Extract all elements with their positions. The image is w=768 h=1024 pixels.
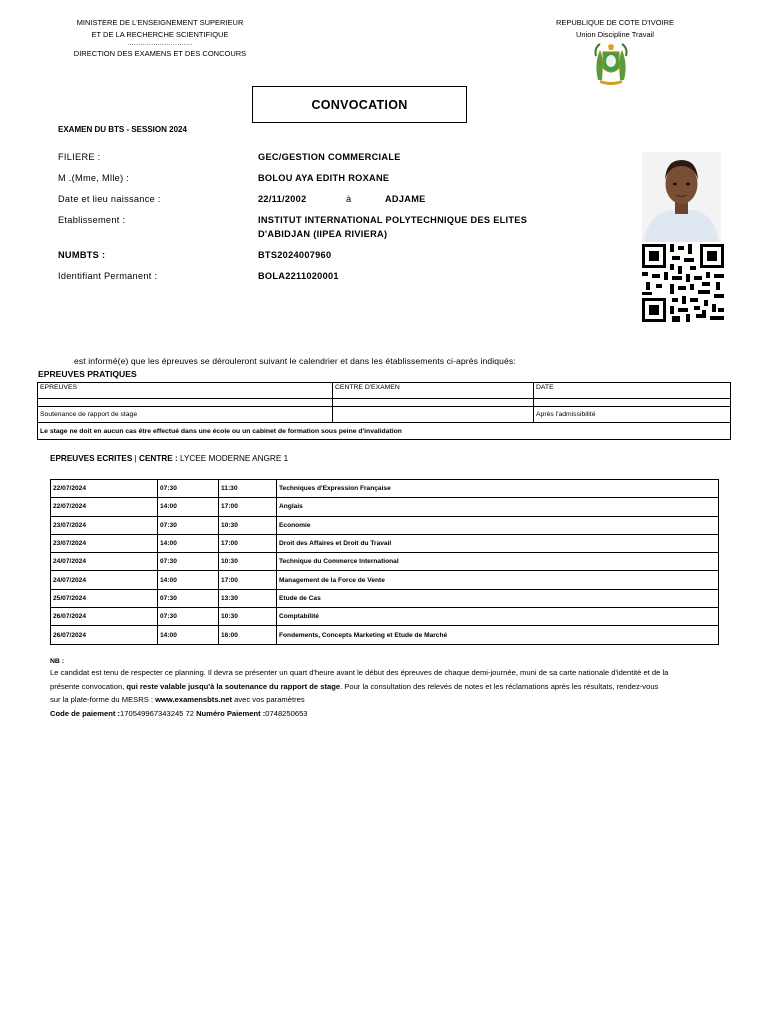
pratiques-note: Le stage ne doit en aucun cas être effectué dans une école ou un cabinet de formation sous peine d'invalidation [38, 423, 731, 440]
pratiques-centre [333, 407, 534, 423]
end-time: 17:00 [219, 498, 277, 516]
subject: Technique du Commerce International [277, 553, 719, 571]
intro-text: est informé(e) que les épreuves se dérouleront suivant le calendrier et dans les établissements ci-après indiqués: [74, 356, 516, 366]
exam-date: 22/07/2024 [51, 498, 158, 516]
coat-of-arms-icon [590, 40, 632, 86]
qr-code-icon [642, 244, 724, 322]
candidate-photo [642, 152, 721, 242]
schedule-row [51, 571, 719, 589]
centre-value: LYCEE MODERNE ANGRE 1 [177, 454, 289, 463]
end-time: 10:30 [219, 516, 277, 534]
nb-section [50, 657, 670, 720]
schedule-row [51, 608, 719, 626]
payment-code: 170549967343245 72 [120, 708, 194, 718]
schedule-row [51, 553, 719, 571]
etablissement-line1: INSTITUT INTERNATIONAL POLYTECHNIQUE DES ELITES [258, 215, 528, 225]
ministry-header [62, 17, 258, 60]
exam-date: 23/07/2024 [51, 534, 158, 552]
filiere-value: GEC/GESTION COMMERCIALE [258, 152, 401, 162]
subject: Comptabilité [277, 608, 719, 626]
start-time: 14:00 [158, 534, 219, 552]
portrait-image [642, 152, 721, 242]
etablissement-label: Etablissement : [58, 215, 126, 225]
pratiques-row [38, 407, 731, 423]
pratiques-title: EPREUVES PRATIQUES [38, 369, 137, 379]
republic-header [540, 17, 690, 40]
pratiques-epreuve: Soutenance de rapport de stage [38, 407, 333, 423]
exam-date: 22/07/2024 [51, 480, 158, 498]
ministry-line2: ET DE LA RECHERCHE SCIENTIFIQUE [91, 29, 229, 39]
birth-date: 22/11/2002 [258, 194, 307, 204]
ecrites-sep: | [132, 454, 140, 463]
subject: Anglais [277, 498, 719, 516]
pratiques-header-row [38, 383, 731, 399]
start-time: 14:00 [158, 571, 219, 589]
schedule-row [51, 516, 719, 534]
end-time: 17:00 [219, 534, 277, 552]
end-time: 11:30 [219, 480, 277, 498]
centre-label: CENTRE : [139, 454, 178, 463]
subject: Etude de Cas [277, 589, 719, 607]
name-label: M .(Mme, Mlle) : [58, 173, 130, 183]
subject: Economie [277, 516, 719, 534]
payment-code-label: Code de paiement : [50, 708, 121, 718]
republic-motto: Union Discipline Travail [576, 29, 654, 39]
schedule-row [51, 589, 719, 607]
end-time: 10:30 [219, 608, 277, 626]
payment-number-label: Numéro Paiement : [193, 708, 266, 718]
start-time: 07:30 [158, 516, 219, 534]
etablissement-line2: D'ABIDJAN (IIPEA RIVIERA) [258, 228, 388, 239]
exam-date: 23/07/2024 [51, 516, 158, 534]
nb-website[interactable]: www.examensbts.net [155, 695, 233, 705]
nb-heading: NB : [50, 658, 64, 665]
pratiques-note-row [38, 423, 731, 440]
end-time: 17:00 [219, 571, 277, 589]
nb-text-part2: . Pour la consultation des relevés de notes et les réclamations après les résultats, rendez-vous sur la plate-forme du MESRS : [50, 681, 659, 705]
end-time: 10:30 [219, 553, 277, 571]
subject: Fondements, Concepts Marketing et Etude de Marché [277, 626, 719, 644]
schedule-row [51, 498, 719, 516]
republic-name: REPUBLIQUE DE COTE D'IVOIRE [555, 18, 675, 27]
start-time: 07:30 [158, 608, 219, 626]
pratiques-date: Après l'admissibilité [534, 407, 731, 423]
identifiant-value: BOLA2211020001 [258, 271, 339, 281]
end-time: 16:00 [219, 626, 277, 644]
nb-text [50, 666, 670, 707]
exam-date: 25/07/2024 [51, 589, 158, 607]
filiere-label: FILIERE : [58, 152, 101, 162]
exam-date: 26/07/2024 [51, 626, 158, 644]
birth-label: Date et lieu naissance : [58, 194, 161, 204]
subject: Techniques d'Expression Française [277, 480, 719, 498]
start-time: 14:00 [158, 626, 219, 644]
ecrites-title [50, 454, 288, 463]
header-separator: .............................. [127, 41, 193, 47]
birth-separator: à [346, 194, 352, 204]
numbts-value: BTS2024007960 [258, 250, 332, 260]
subject: Droit des Affaires et Droit du Travail [277, 534, 719, 552]
direction-line: DIRECTION DES EXAMENS ET DES CONCOURS [73, 49, 247, 58]
nb-text-part1: Le candidat est tenu de respecter ce planning. Il devra se présenter un quart d'heure avant le début des épreuves de chaque demi-journée, muni de sa carte nationale d'identité et de la présente convocation, [50, 668, 669, 691]
header-epreuves: EPREUVES [38, 383, 333, 399]
schedule-row [51, 534, 719, 552]
end-time: 13:30 [219, 589, 277, 607]
exam-date: 24/07/2024 [51, 571, 158, 589]
start-time: 07:30 [158, 480, 219, 498]
numbts-label: NUMBTS : [58, 250, 106, 260]
ecrites-label: EPREUVES ECRITES [50, 454, 133, 463]
pratiques-table [37, 382, 731, 440]
start-time: 07:30 [158, 553, 219, 571]
header-date: DATE [534, 383, 731, 399]
exam-session: EXAMEN DU BTS - SESSION 2024 [58, 125, 187, 134]
nb-text-part3: avec vos paramètres [232, 695, 305, 705]
schedule-table [50, 479, 719, 645]
payment-number: 0748250653 [265, 708, 308, 718]
document-title: CONVOCATION [252, 86, 467, 123]
birth-place: ADJAME [385, 194, 426, 204]
start-time: 14:00 [158, 498, 219, 516]
schedule-row [51, 480, 719, 498]
ministry-line1: MINISTERE DE L'ENSEIGNEMENT SUPERIEUR [76, 18, 244, 27]
name-value: BOLOU AYA EDITH ROXANE [258, 173, 390, 183]
exam-date: 26/07/2024 [51, 608, 158, 626]
subject: Management de la Force de Vente [277, 571, 719, 589]
start-time: 07:30 [158, 589, 219, 607]
pratiques-spacer-row [38, 399, 731, 407]
identifiant-label: Identifiant Permanent : [58, 271, 158, 281]
nb-validity: qui reste valable jusqu'à la soutenance du rapport de stage [126, 681, 341, 691]
header-centre: CENTRE D'EXAMEN [333, 383, 534, 399]
schedule-row [51, 626, 719, 644]
exam-date: 24/07/2024 [51, 553, 158, 571]
etablissement-value [258, 214, 527, 241]
payment-line [50, 707, 670, 721]
